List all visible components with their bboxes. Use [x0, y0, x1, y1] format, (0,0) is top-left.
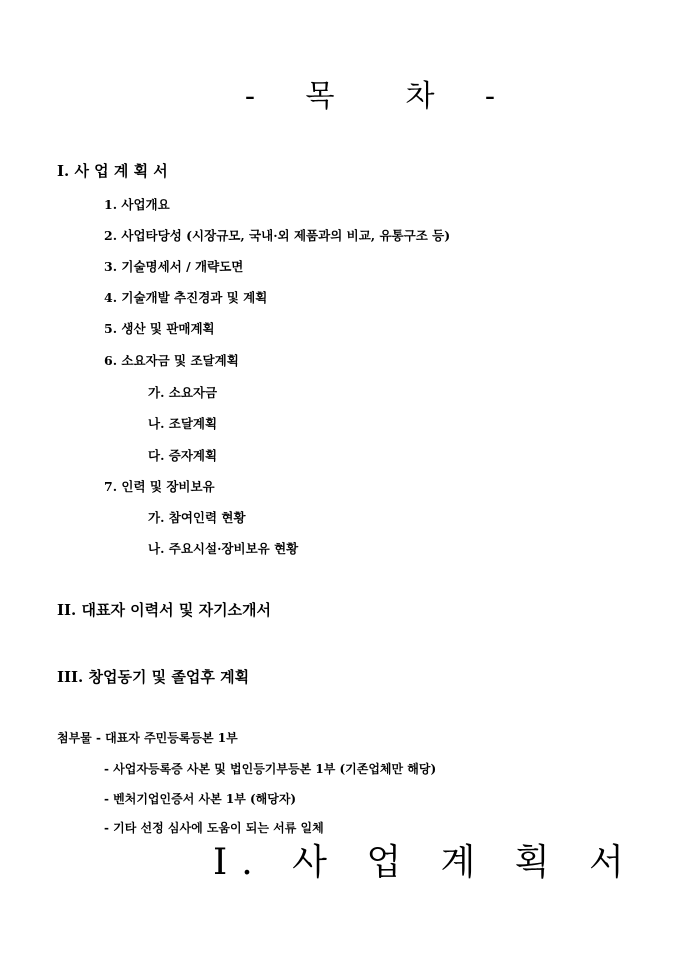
toc-item-5: 5. 생산 및 판매계획 [104, 321, 215, 336]
section-2-title: II. 대표자 이력서 및 자기소개서 [57, 601, 272, 619]
toc-subitem-6-da: 다. 증자계획 [148, 448, 218, 463]
toc-item-2: 2. 사업타당성 (시장규모, 국내·외 제품과의 비교, 유통구조 등) [104, 228, 451, 243]
toc-item-6: 6. 소요자금 및 조달계획 [104, 353, 239, 368]
toc-title-dash-left: - [244, 79, 256, 114]
toc-title-dash-right: - [484, 79, 496, 114]
toc-item-3: 3. 기술명세서 / 개략도면 [104, 259, 244, 274]
attachments-first: 첨부물 - 대표자 주민등록등본 1부 [57, 731, 238, 745]
section-3-title: III. 창업동기 및 졸업후 계획 [57, 668, 250, 686]
attachment-item-1: - 사업자등록증 사본 및 법인등기부등본 1부 (기존업체만 해당) [104, 762, 437, 776]
attachment-item-2: - 벤처기업인증서 사본 1부 (해당자) [104, 792, 297, 806]
toc-item-1: 1. 사업개요 [104, 197, 170, 212]
business-plan-heading: I. 사 업 계 획 서 [213, 842, 638, 883]
toc-subitem-6-na: 나. 조달계획 [148, 416, 218, 431]
attachment-item-3: - 기타 선정 심사에 도움이 되는 서류 일체 [104, 821, 324, 835]
toc-title-char-2: 차 [405, 79, 435, 114]
toc-item-4: 4. 기술개발 추진경과 및 계획 [104, 290, 268, 305]
toc-item-7: 7. 인력 및 장비보유 [104, 479, 215, 494]
section-1-title: I. 사 업 계 획 서 [57, 162, 168, 180]
toc-title [230, 79, 510, 114]
toc-subitem-7-na: 나. 주요시설·장비보유 현황 [148, 541, 299, 556]
toc-subitem-7-ga: 가. 참여인력 현황 [148, 510, 246, 525]
toc-title-char-1: 목 [305, 79, 335, 114]
toc-subitem-6-ga: 가. 소요자금 [148, 385, 218, 400]
